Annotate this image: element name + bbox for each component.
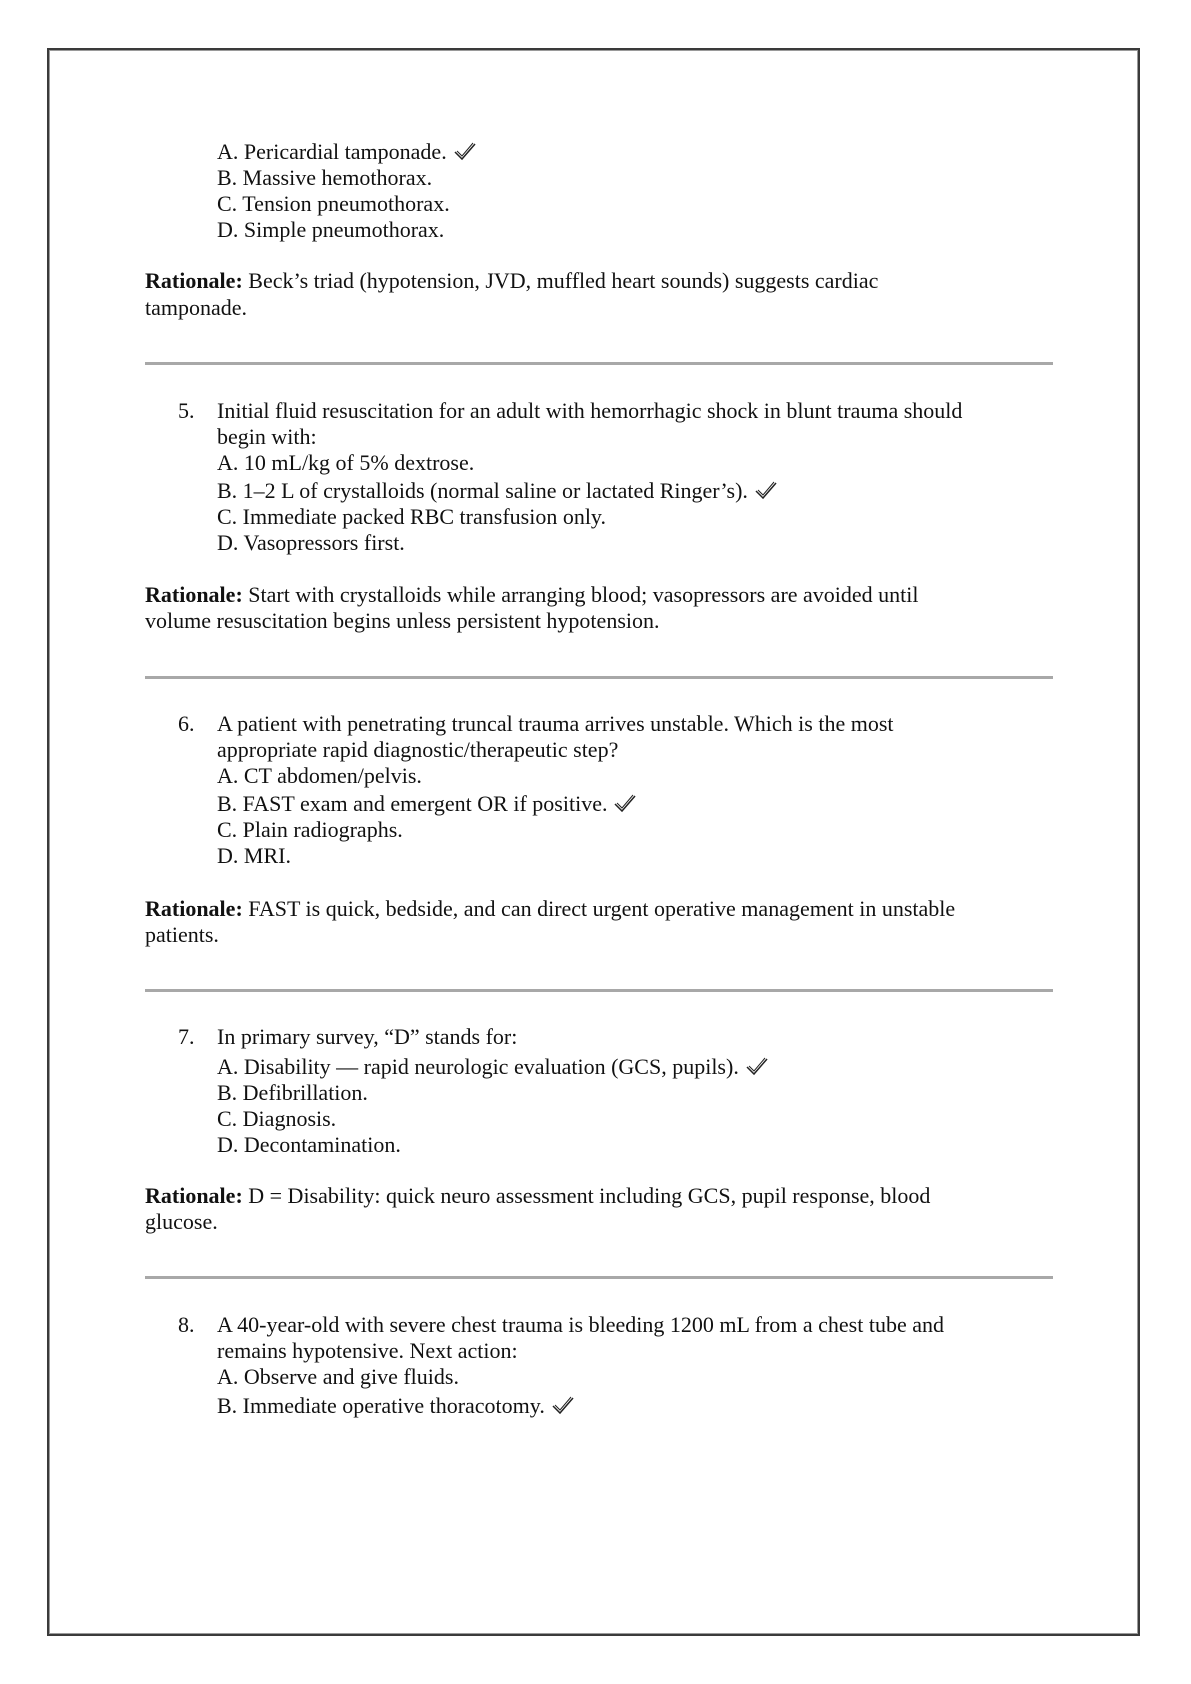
q8-question-line-1: A 40-year-old with severe chest trauma is bleeding 1200 mL from a chest tube and [217, 1312, 944, 1337]
q6-option-a: A. CT abdomen/pelvis. [217, 763, 422, 788]
q7-question-line-1: In primary survey, “D” stands for: [217, 1024, 518, 1049]
checkmark-icon [551, 1395, 575, 1415]
q6-question-line-1: A patient with penetrating truncal trauma arrives unstable. Which is the most [217, 711, 894, 736]
q5-option-a: A. 10 mL/kg of 5% dextrose. [217, 450, 475, 475]
q7-option-b: B. Defibrillation. [217, 1080, 368, 1105]
q4-option-d: D. Simple pneumothorax. [217, 217, 445, 242]
q7-option-a: A. Disability — rapid neurologic evaluation (GCS, pupils). [217, 1053, 769, 1081]
q4-rationale-line-1: Rationale: Beck’s triad (hypotension, JVD, muffled heart sounds) suggests cardiac [145, 268, 879, 293]
q6-rationale-line-2: patients. [145, 922, 219, 947]
q6-rationale-line-1: Rationale: FAST is quick, bedside, and can direct urgent operative management in unstable [145, 896, 956, 921]
section-divider [145, 676, 1053, 679]
section-divider [145, 362, 1053, 365]
rationale-label: Rationale: [145, 582, 243, 607]
q7-number: 7. [178, 1024, 195, 1049]
rationale-label: Rationale: [145, 1183, 243, 1208]
q7-rationale-line-2: glucose. [145, 1209, 218, 1234]
checkmark-icon [754, 480, 778, 500]
q4-option-b: B. Massive hemothorax. [217, 165, 433, 190]
q7-rationale-line-1: Rationale: D = Disability: quick neuro assessment including GCS, pupil response, blood [145, 1183, 931, 1208]
q6-option-d: D. MRI. [217, 843, 291, 868]
q6-number: 6. [178, 711, 195, 736]
q5-option-c: C. Immediate packed RBC transfusion only. [217, 504, 607, 529]
rationale-label: Rationale: [145, 896, 243, 921]
checkmark-icon [453, 141, 477, 161]
q8-question-line-2: remains hypotensive. Next action: [217, 1338, 518, 1363]
q7-option-d: D. Decontamination. [217, 1132, 401, 1157]
q5-rationale-line-1: Rationale: Start with crystalloids while arranging blood; vasopressors are avoided until [145, 582, 919, 607]
rationale-label: Rationale: [145, 268, 243, 293]
q5-option-b: B. 1–2 L of crystalloids (normal saline or lactated Ringer’s). [217, 477, 778, 505]
q5-number: 5. [178, 398, 195, 423]
q6-option-c: C. Plain radiographs. [217, 817, 403, 842]
q6-question-line-2: appropriate rapid diagnostic/therapeutic step? [217, 737, 619, 762]
q5-rationale-line-2: volume resuscitation begins unless persistent hypotension. [145, 608, 660, 633]
q8-number: 8. [178, 1312, 195, 1337]
q7-option-c: C. Diagnosis. [217, 1106, 337, 1131]
q4-rationale-line-2: tamponade. [145, 295, 248, 320]
q6-option-b: B. FAST exam and emergent OR if positive. [217, 790, 637, 818]
q5-option-d: D. Vasopressors first. [217, 530, 405, 555]
section-divider [145, 1276, 1053, 1279]
q5-question-line-1: Initial fluid resuscitation for an adult with hemorrhagic shock in blunt trauma should [217, 398, 963, 423]
q5-question-line-2: begin with: [217, 424, 317, 449]
section-divider [145, 989, 1053, 992]
checkmark-icon [745, 1056, 769, 1076]
q8-option-b: B. Immediate operative thoracotomy. [217, 1392, 575, 1420]
q8-option-a: A. Observe and give fluids. [217, 1364, 459, 1389]
checkmark-icon [613, 793, 637, 813]
q4-option-c: C. Tension pneumothorax. [217, 191, 450, 216]
q4-option-a: A. Pericardial tamponade. [217, 138, 477, 166]
